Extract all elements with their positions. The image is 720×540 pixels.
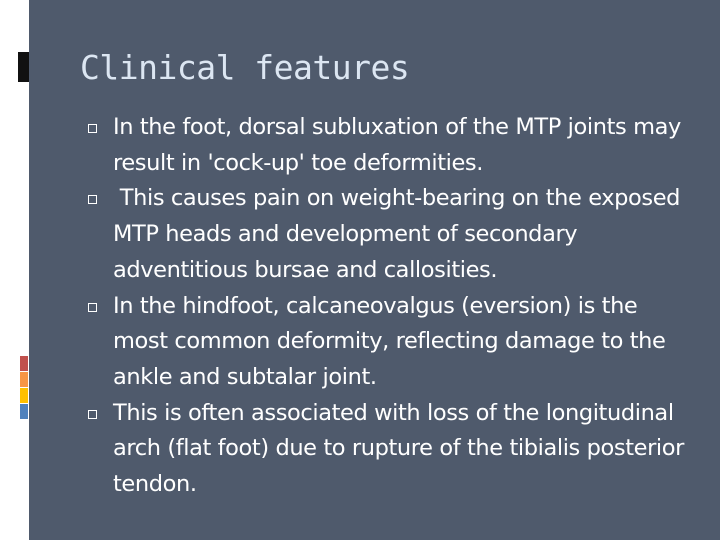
accent-bar-orange [20, 372, 28, 387]
bullet-text: This is often associated with loss of the longitudinal arch (flat foot) due to rupture of the tibialis posterior tendon. [113, 399, 684, 498]
title-marker-bar [18, 52, 29, 82]
square-bullet-icon [88, 124, 97, 133]
bullet-item [88, 289, 688, 396]
bullet-text: This causes pain on weight-bearing on the exposed MTP heads and development of secondary adventitious bursae and callosities. [113, 185, 687, 283]
bullet-item [88, 396, 688, 503]
square-bullet-icon [88, 303, 97, 312]
bullet-text: In the foot, dorsal subluxation of the MTP joints may result in 'cock-up' toe deformities. [113, 114, 681, 176]
square-bullet-icon [88, 195, 97, 204]
accent-bar-yellow [20, 388, 28, 403]
bullet-item [88, 181, 688, 288]
accent-bar-red [20, 356, 28, 371]
accent-bar-blue [20, 404, 28, 419]
square-bullet-icon [88, 410, 97, 419]
bullet-text: In the hindfoot, calcaneovalgus (eversion) is the most common deformity, reflecting damage to the ankle and subtalar joint. [113, 292, 666, 390]
slide-title: Clinical features [80, 48, 410, 87]
bullet-item [88, 110, 688, 181]
bullet-list [88, 110, 688, 503]
